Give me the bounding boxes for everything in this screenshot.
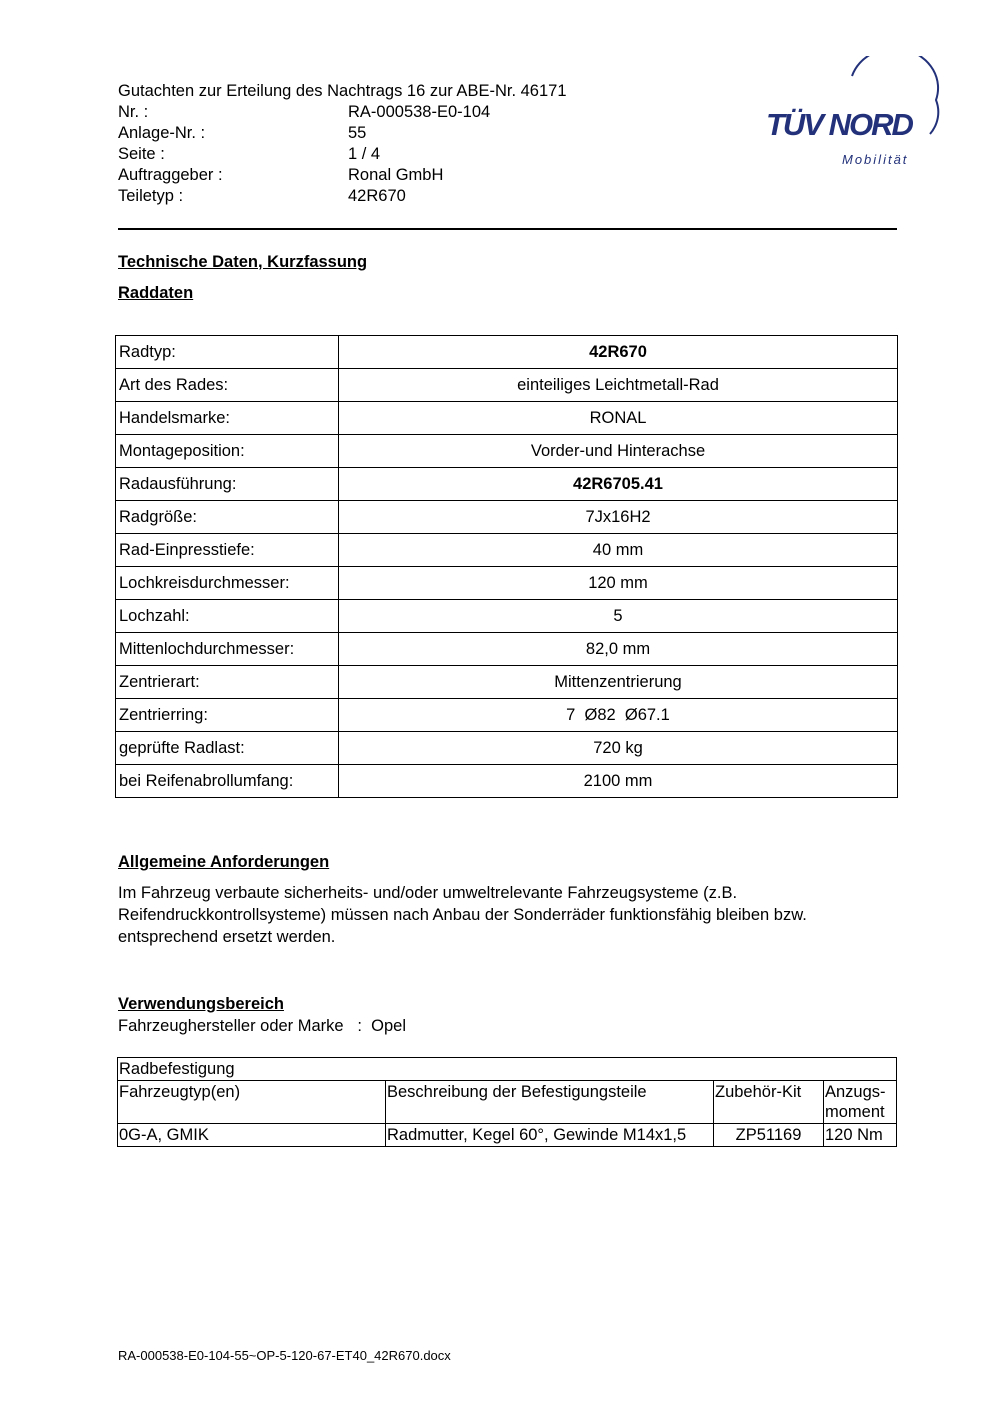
header-label: Anlage-Nr. :	[118, 124, 206, 142]
table-cell: ZP51169	[714, 1124, 824, 1147]
document-header	[118, 81, 638, 207]
row-label: Zentrierart:	[116, 666, 339, 699]
row-value: 120 mm	[339, 567, 898, 600]
row-label: Lochkreisdurchmesser:	[116, 567, 339, 600]
table-row	[116, 534, 898, 567]
row-value: 7 Ø82 Ø67.1	[339, 699, 898, 732]
header-label: Teiletyp :	[118, 187, 184, 205]
table-row	[116, 336, 898, 369]
table-row	[118, 1124, 897, 1147]
table-row	[116, 501, 898, 534]
table-cell: 120 Nm	[824, 1124, 897, 1147]
section-title-usage: Verwendungsbereich	[118, 995, 284, 1013]
maker-separator: :	[357, 1017, 362, 1035]
document-footer: RA-000538-E0-104-55~OP-5-120-67-ET40_42R670.docx	[118, 1348, 451, 1363]
header-label: Nr. :	[118, 103, 149, 121]
maker-value: Opel	[371, 1017, 406, 1035]
table-cell: Radmutter, Kegel 60°, Gewinde M14x1,5	[386, 1124, 714, 1147]
section-subtitle-wheel-data: Raddaten	[118, 284, 194, 302]
row-label: geprüfte Radlast:	[116, 732, 339, 765]
header-label: Seite :	[118, 145, 165, 163]
row-value: 7Jx16H2	[339, 501, 898, 534]
row-label: Lochzahl:	[116, 600, 339, 633]
wheel-data-table	[115, 335, 898, 798]
wheel-mounting-table	[117, 1057, 897, 1147]
row-value: einteiliges Leichtmetall-Rad	[339, 369, 898, 402]
row-label: Art des Rades:	[116, 369, 339, 402]
report-title: Gutachten zur Erteilung des Nachtrags 16 zur ABE-Nr. 46171	[118, 82, 567, 100]
header-row-number	[118, 102, 638, 123]
header-value: 1 / 4	[348, 145, 381, 163]
header-divider	[118, 228, 897, 230]
table-row	[116, 699, 898, 732]
column-header: Beschreibung der Befestigungsteile	[386, 1081, 714, 1124]
header-value: 55	[348, 124, 367, 142]
table-row	[116, 468, 898, 501]
vehicle-maker-line	[118, 1016, 406, 1037]
row-value: 720 kg	[339, 732, 898, 765]
header-row-attachment	[118, 123, 638, 144]
column-header: Zubehör-Kit	[714, 1081, 824, 1124]
row-value: Mittenzentrierung	[339, 666, 898, 699]
column-header: Anzugs- moment	[824, 1081, 897, 1124]
table-header-row	[118, 1081, 897, 1124]
row-label: Mittenlochdurchmesser:	[116, 633, 339, 666]
row-label: bei Reifenabrollumfang:	[116, 765, 339, 798]
row-label: Radausführung:	[116, 468, 339, 501]
table-row	[116, 600, 898, 633]
header-row-page	[118, 144, 638, 165]
maker-label: Fahrzeughersteller oder Marke	[118, 1017, 344, 1035]
table-row	[116, 435, 898, 468]
row-value: 42R670	[339, 336, 898, 369]
row-value: 2100 mm	[339, 765, 898, 798]
header-row-client	[118, 165, 638, 186]
row-label: Radtyp:	[116, 336, 339, 369]
row-value: 82,0 mm	[339, 633, 898, 666]
table-cell: 0G-A, GMIK	[118, 1124, 386, 1147]
table-row	[116, 567, 898, 600]
row-value: RONAL	[339, 402, 898, 435]
table-row	[116, 765, 898, 798]
row-label: Handelsmarke:	[116, 402, 339, 435]
row-label: Montageposition:	[116, 435, 339, 468]
table-row	[116, 633, 898, 666]
logo-subtitle: Mobilität	[842, 152, 909, 167]
row-label: Radgröße:	[116, 501, 339, 534]
logo-brand: TÜV NORD	[766, 107, 912, 142]
row-label: Rad-Einpresstiefe:	[116, 534, 339, 567]
table-row	[116, 666, 898, 699]
header-value: RA-000538-E0-104	[348, 103, 491, 121]
table-row	[116, 732, 898, 765]
row-value: Vorder-und Hinterachse	[339, 435, 898, 468]
table-caption: Radbefestigung	[118, 1058, 897, 1081]
table-row	[116, 402, 898, 435]
row-value: 40 mm	[339, 534, 898, 567]
header-value: 42R670	[348, 187, 406, 205]
section-title-technical-data: Technische Daten, Kurzfassung	[118, 253, 368, 271]
header-value: Ronal GmbH	[348, 166, 444, 184]
column-header: Fahrzeugtyp(en)	[118, 1081, 386, 1124]
table-caption-row	[118, 1058, 897, 1081]
requirements-text: Im Fahrzeug verbaute sicherheits- und/oder umweltrelevante Fahrzeugsysteme (z.B. Reifendruckkontrollsysteme) müssen nach Anbau der Sonderräder funktionsfähig bleiben bzw. entsprechend ersetzt werden.	[118, 884, 807, 946]
section-title-requirements: Allgemeine Anforderungen	[118, 853, 330, 871]
row-value: 5	[339, 600, 898, 633]
header-row-part-type	[118, 186, 638, 207]
tuev-nord-logo	[760, 56, 950, 176]
table-row	[116, 369, 898, 402]
row-value: 42R6705.41	[339, 468, 898, 501]
header-label: Auftraggeber :	[118, 166, 223, 184]
row-label: Zentrierring:	[116, 699, 339, 732]
